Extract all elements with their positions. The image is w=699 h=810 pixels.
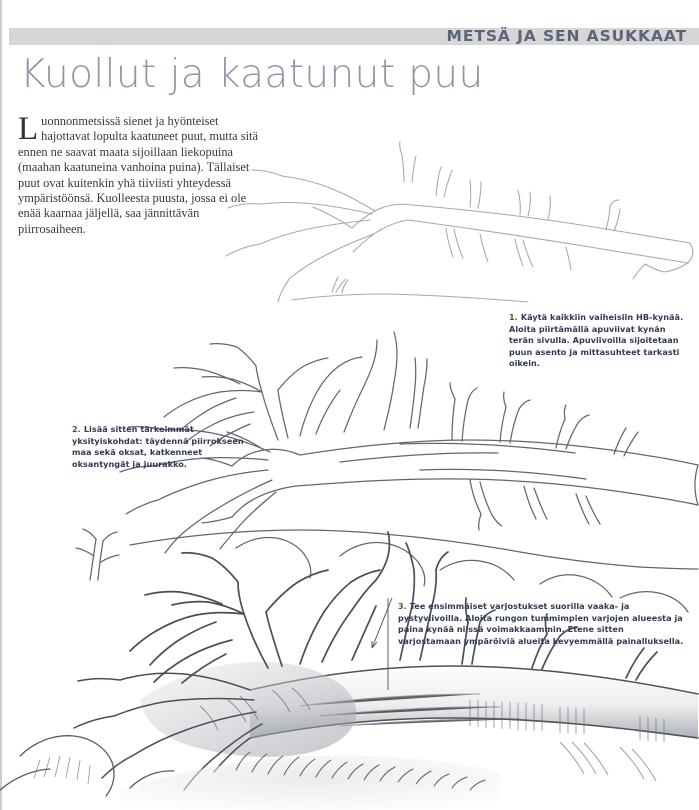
stage-2-details bbox=[76, 332, 698, 612]
caption-step-2-text: Lisää sitten tärkeimmät yksityiskohdat: täydennä piirrokseen maa sekä oksat, katkenneet oksantyngät ja juurakko. bbox=[72, 424, 244, 469]
intro-paragraph bbox=[18, 111, 266, 237]
caption-step-3-text: Tee ensimmäiset varjostukset suorilla vaaka- ja pystyviivoilla. Aloita rungon tummimpien varjojen alueesta ja paina kynää niissä voimakkaammin. Etene sitten varjostamaan ympäröiviä alueita kevyemmällä painalluksella. bbox=[398, 601, 684, 646]
caption-step-1-text: Käytä kaikkiin vaiheisiin HB-kynää. Aloita piirtämällä apuviivat kynän terän sivulla. Apuviivoilla sijoitetaan puun asento ja mittasuhteet tarkasti oikein. bbox=[509, 312, 684, 369]
drop-cap: L bbox=[18, 111, 39, 147]
stage-1-guide-lines bbox=[226, 142, 693, 302]
caption-step-1 bbox=[509, 312, 689, 370]
running-header-title: METSÄ JA SEN ASUKKAAT bbox=[446, 27, 687, 45]
caption-step-2-number: 2. bbox=[72, 424, 81, 434]
stage-3-shading bbox=[0, 532, 698, 810]
caption-step-1-number: 1. bbox=[509, 312, 518, 322]
intro-text: uonnonmetsissä sienet ja hyönteiset hajottavat lopulta kaatuneet puut, mutta sitä ennen ne saavat maata sijoillaan liekopuina (maahan kaatuneina vanhoina puina). Tällaiset puut ovat kuitenkin yhä tiiviisti yhteydessä ympäristöönsä. Kuolleesta puusta, jossa ei ole enää kaarnaa jäljellä, saa jännittävän piirrosaiheen. bbox=[18, 114, 258, 236]
caption-step-3 bbox=[398, 601, 684, 647]
page-title: Kuollut ja kaatunut puu bbox=[20, 52, 484, 97]
caption-step-2 bbox=[72, 424, 252, 470]
caption-3-leader-line bbox=[372, 598, 392, 690]
caption-step-3-number: 3. bbox=[398, 601, 407, 611]
page-edge-rule bbox=[0, 0, 2, 810]
